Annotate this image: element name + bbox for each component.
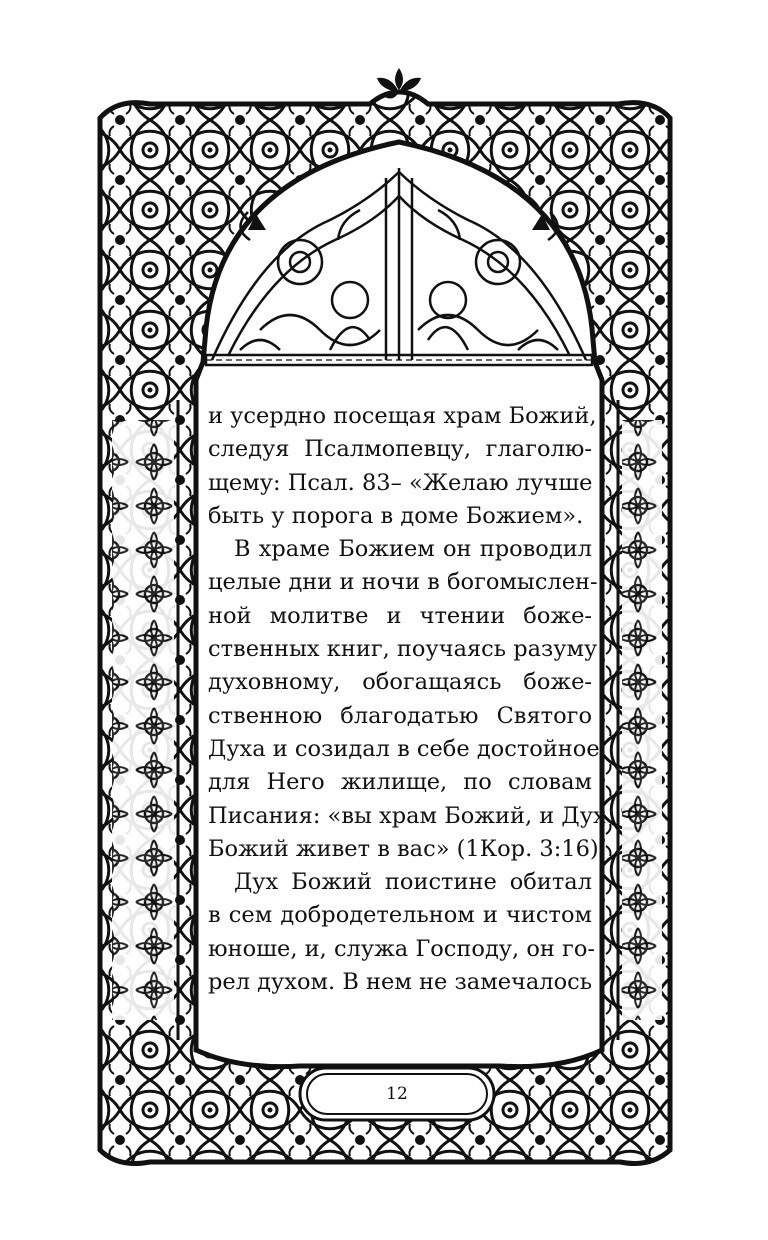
text-line: Духа и созидал в себе достойное	[208, 735, 600, 762]
text-line: В храме Божием он проводил	[234, 536, 592, 563]
text-line: ственною благодатью Святого	[208, 702, 592, 729]
text-line: ной молитве и чтении боже-	[208, 602, 592, 629]
text-line: духовному, обогащаясь боже-	[208, 669, 592, 696]
page-number: 12	[386, 1084, 408, 1104]
text-line: Писания: «вы храм Божий, и Дух	[208, 802, 606, 829]
text-line: Дух Божий поистине обитал	[234, 869, 592, 896]
text-line: целые дни и ночи в богомыслен-	[208, 569, 598, 596]
body-text	[208, 400, 606, 999]
text-line: Божий живет в вас» (1Кор. 3:16).	[208, 835, 606, 862]
text-line: юноше, и, служа Господу, он го-	[208, 935, 595, 962]
text-line: следуя Псалмопевцу, глаголю-	[208, 436, 592, 463]
text-line: быть у порога в доме Божием».	[208, 502, 584, 529]
text-line: рел духом. В нем не замечалось	[208, 969, 592, 996]
text-line: и усердно посещая храм Божий,	[208, 403, 597, 429]
text-line: ственных книг, поучаясь разуму	[208, 636, 598, 663]
text-line: щему: Псал. 83– «Желаю лучше	[208, 469, 593, 496]
text-line: для Него жилище, по словам	[208, 769, 592, 796]
text-line: в сем добродетельном и чистом	[208, 902, 592, 929]
